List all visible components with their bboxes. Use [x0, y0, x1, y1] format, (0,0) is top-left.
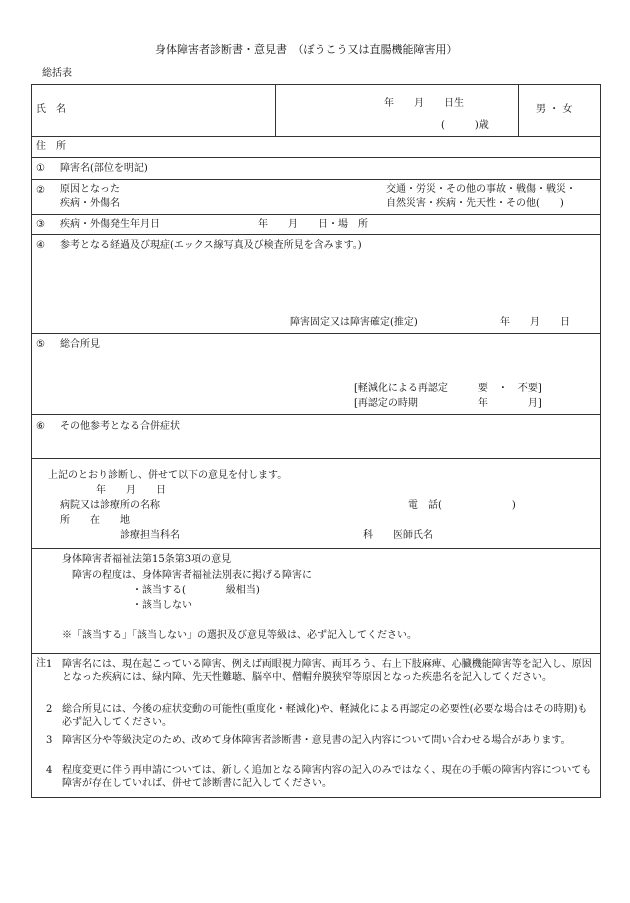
address-label: 住 所 [36, 141, 66, 152]
diagnosis-date: 年 月 日 [96, 485, 166, 496]
cause-options-1: 交通・労災・その他の事故・戦傷・戦災・ [386, 184, 576, 195]
row3-number: ③ [36, 219, 45, 230]
note-number: 3 [46, 735, 53, 746]
note-text: 障害名には、現在起こっている障害、例えば両眼視力障害、両耳ろう、右上下肢麻痺、心臓機能障害等を記入し、原因となった疾病には、緑内障、先天性難聴、脳卒中、僧帽弁膜狭窄等原因となった疾患名を記入してください。 [62, 659, 592, 683]
note-number: 2 [46, 704, 53, 715]
row4-number: ④ [36, 240, 45, 251]
row6-number: ⑥ [36, 421, 45, 432]
notes-heading: 注 [36, 658, 46, 669]
recert-timing: [再認定の時期 年 月] [354, 398, 542, 409]
note-text: 程度変更に伴う再申請については、新しく追加となる障害内容の記入のみではなく、現在の手帳の障害内容についても障害が存在していれば、併せて診断書に記入してください。 [62, 765, 592, 789]
department-label: 診療担当科名 [120, 530, 180, 541]
cause-label-2: 疾病・外傷名 [60, 198, 120, 209]
row1-number: ① [36, 163, 45, 174]
form-subtitle: 総括表 [42, 68, 72, 79]
note-number: 4 [46, 765, 53, 776]
onset-date-label: 疾病・外傷発生年月日 [60, 219, 160, 230]
cause-options-2: 自然災害・疾病・先天性・その他( ) [386, 198, 564, 209]
row5-number: ⑤ [36, 339, 45, 350]
note-text: 総合所見には、今後の症状変動の可能性(重度化・軽減化)や、軽減化による再認定の必要性(必要な場合はその時期)も必ず記入してください。 [62, 704, 588, 728]
location-label: 所 在 地 [60, 515, 130, 526]
fixed-date-label: 障害固定又は障害確定(推定) [290, 317, 418, 328]
note-number: 1 [46, 659, 53, 670]
row2-number: ② [36, 185, 45, 196]
recert-need: [軽減化による再認定 要 ・ 不要] [354, 383, 542, 394]
cause-label-1: 原因となった [60, 184, 120, 195]
history-label: 参考となる経過及び現症(エックス線写真及び検査所見を含みます。) [60, 240, 362, 251]
opinion-warning: ※「該当する」「該当しない」の選択及び意見等級は、必ず記入してください。 [62, 630, 417, 641]
hospital-name-label: 病院又は診療所の名称 [60, 500, 160, 511]
sex-options: 男 ・ 女 [536, 104, 573, 115]
opinion-option-not-applicable: ・該当しない [132, 600, 192, 611]
diagnosis-statement: 上記のとおり診断し、併せて以下の意見を付します。 [48, 470, 288, 481]
disability-name-label: 障害名(部位を明記) [60, 163, 148, 174]
onset-date-place: 年 月 日・場 所 [258, 219, 368, 230]
name-label: 氏 名 [36, 104, 66, 115]
age-label: ( )歳 [441, 120, 489, 131]
phone-label: 電 話( ) [408, 500, 516, 511]
opinion-description: 障害の程度は、身体障害者福祉法別表に掲げる障害に [72, 570, 312, 581]
opinion-option-applicable: ・該当する( 級相当) [132, 585, 260, 596]
complications-label: その他参考となる合併症状 [60, 421, 180, 432]
fixed-date: 年 月 日 [500, 317, 570, 328]
form-title: 身体障害者診断書・意見書 （ぼうこう又は直腸機能障害用） [155, 43, 458, 56]
note-text: 障害区分や等級決定のため、改めて身体障害者診断書・意見書の記入内容について問い合わせる場合があります。 [62, 735, 571, 746]
birth-date-label: 年 月 日生 [384, 98, 464, 109]
overall-findings-label: 総合所見 [60, 339, 100, 350]
doctor-name-label: 科 医師氏名 [363, 530, 433, 541]
opinion-title: 身体障害者福祉法第15条第3項の意見 [62, 554, 232, 565]
